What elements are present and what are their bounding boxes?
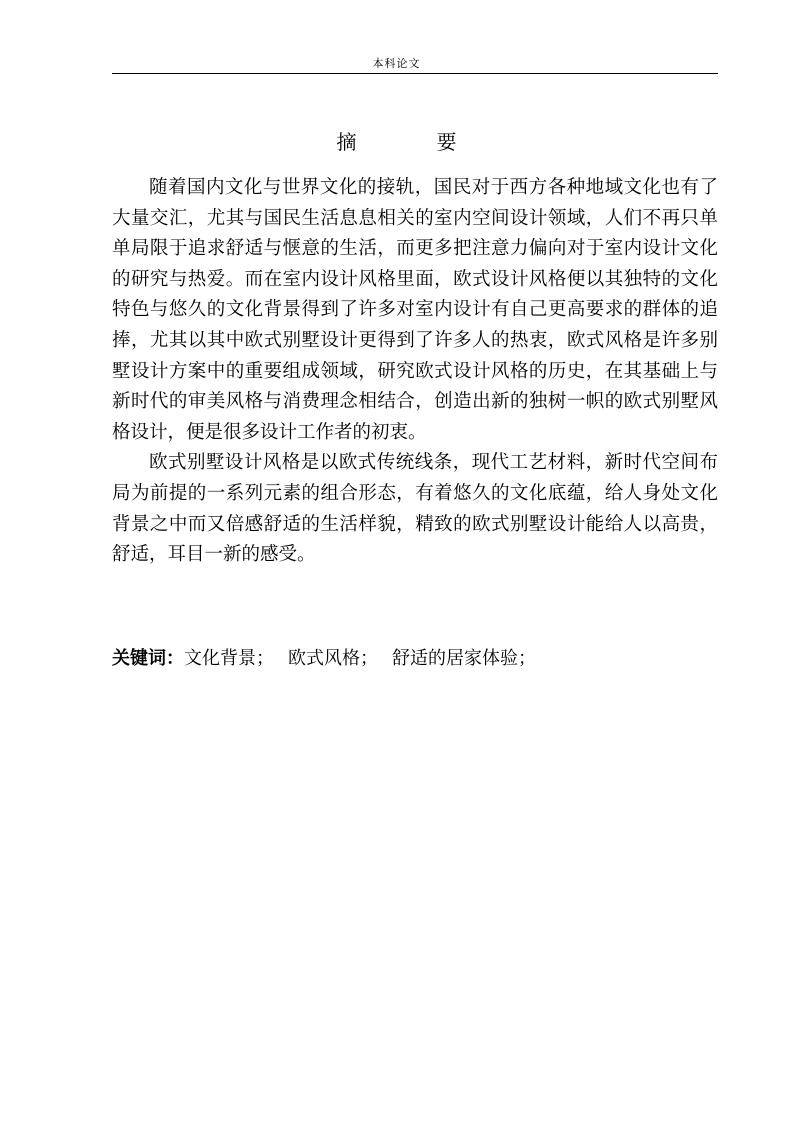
keywords-label: 关键词：	[112, 648, 184, 669]
running-header: 本科论文	[372, 57, 421, 70]
keyword-2: 欧式风格；	[288, 648, 378, 669]
abstract-title: 摘 要	[336, 130, 487, 154]
keywords-line	[112, 645, 718, 673]
abstract-body	[112, 173, 718, 571]
abstract-paragraph-2: 欧式别墅设计风格是以欧式传统线条，现代工艺材料，新时代空间布局为前提的一系列元素的组合形态，有着悠久的文化底蕴，给人身处文化背景之中而又倍感舒适的生活样貌，精致的欧式别墅设计能给人以高贵，舒适，耳目一新的感受。	[112, 452, 718, 566]
keyword-1: 文化背景；	[184, 648, 274, 669]
keyword-3: 舒适的居家体验；	[392, 648, 536, 669]
abstract-paragraph-1: 随着国内文化与世界文化的接轨，国民对于西方各种地域文化也有了大量交汇，尤其与国民生活息息相关的室内空间设计领域，人们不再只单单局限于追求舒适与惬意的生活，而更多把注意力偏向对于室内设计文化的研究与热爱。而在室内设计风格里面，欧式设计风格便以其独特的文化特色与悠久的文化背景得到了许多对室内设计有自己更高要求的群体的追捧，尤其以其中欧式别墅设计更得到了许多人的热衷，欧式风格是许多别墅设计方案中的重要组成领域，研究欧式设计风格的历史，在其基础上与新时代的审美风格与消费理念相结合，创造出新的独树一帜的欧式别墅风格设计，便是很多设计工作者的初衷。	[112, 177, 718, 443]
header-rule	[112, 73, 718, 74]
